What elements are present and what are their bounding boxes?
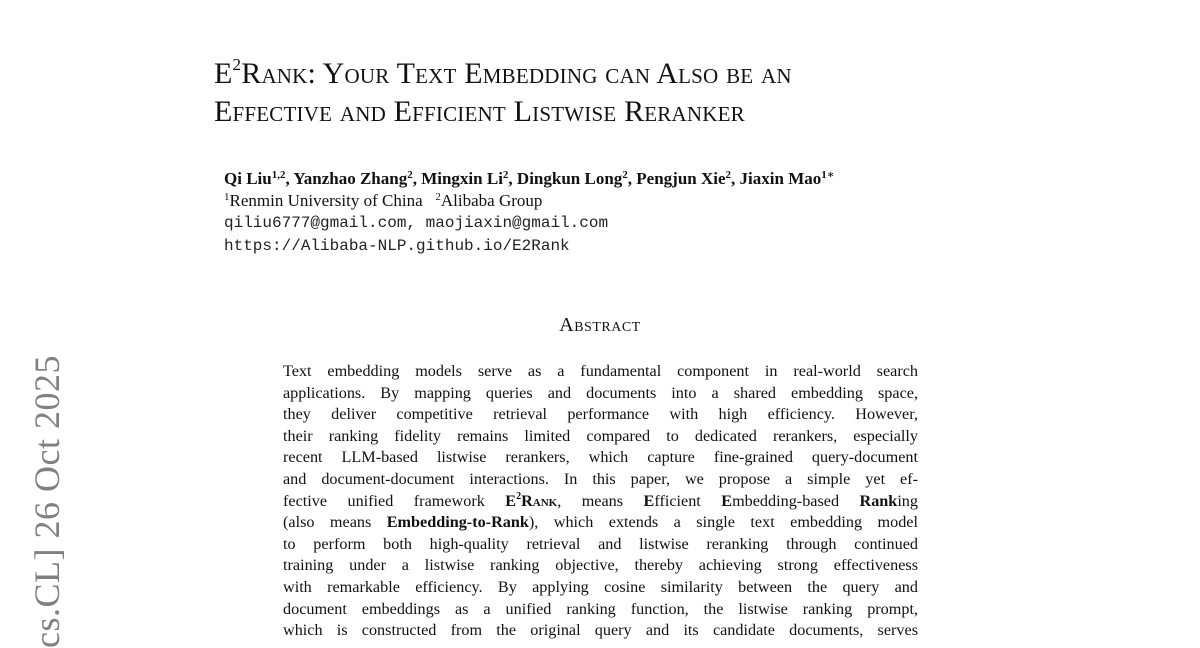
abstract-line: recent LLM-based listwise rerankers, which capture fine-grained query-document	[283, 448, 918, 467]
title-e: E	[214, 57, 233, 90]
project-url-link[interactable]: https://Alibaba-NLP.github.io/E2Rank	[224, 237, 570, 255]
author-list	[224, 168, 1124, 190]
abstract-line: which is constructed from the original query and its candidate documents, serves	[283, 621, 918, 640]
affiliations	[224, 190, 542, 212]
author: Dingkun Long$^2$,	[516, 169, 637, 188]
title-superscript: 2	[232, 55, 242, 74]
author: Pengjun Xie$^2$,	[636, 169, 740, 188]
abstract-line: applications. By mapping queries and documents into a shared embedding space,	[283, 383, 918, 402]
author-emails[interactable]: qiliu6777@gmail.com, maojiaxin@gmail.com	[224, 214, 609, 232]
abstract-line: Text embedding models serve as a fundamental component in real-world search	[283, 362, 918, 380]
abstract-line: and document-document interactions. In this paper, we propose a simple yet ef-	[283, 469, 918, 488]
abstract-line: their ranking fidelity remains limited compared to dedicated rerankers, especially	[283, 426, 918, 445]
author: Yanzhao Zhang$^2$,	[293, 169, 422, 188]
method-name: $E^2Rank$	[505, 490, 558, 510]
affiliation: $^1$Renmin University of China	[224, 191, 423, 210]
title-line-1-text: Rank: Your Text Embedding can Also be an	[241, 57, 792, 90]
affiliation: $^2$Alibaba Group	[435, 191, 543, 210]
abstract-line: fective unified framework $E^2Rank$, means Efficient Embedding-based Ranking	[283, 490, 918, 510]
paper-title	[214, 55, 1114, 131]
abstract-line: to perform both high-quality retrieval and listwise reranking through continued	[283, 534, 918, 553]
title-line-1	[214, 57, 792, 90]
author: Qi Liu$^{1,2}$,	[224, 169, 294, 188]
abstract-heading: Abstract	[559, 314, 641, 336]
author: Jiaxin Mao$^{1∗}$	[739, 169, 835, 188]
title-line-2: Effective and Efficient Listwise Reranker	[214, 95, 745, 128]
method-alt-name: Embedding-to-Rank	[386, 513, 529, 532]
abstract-line: document embeddings as a unified ranking function, the listwise ranking prompt,	[283, 599, 918, 618]
abstract-body	[283, 361, 918, 642]
abstract-line: (also means Embedding-to-Rank), which extends a single text embedding model	[283, 513, 918, 532]
author: Mingxin Li$^2$,	[421, 169, 517, 188]
abstract-line: training under a listwise ranking objective, thereby achieving strong effectiveness	[283, 556, 918, 575]
arxiv-side-stamp: cs.CL] 26 Oct 2025	[27, 355, 67, 648]
abstract-line: they deliver competitive retrieval performance with high efficiency. However,	[283, 405, 918, 424]
abstract-line: with remarkable efficiency. By applying cosine similarity between the query and	[283, 577, 918, 596]
